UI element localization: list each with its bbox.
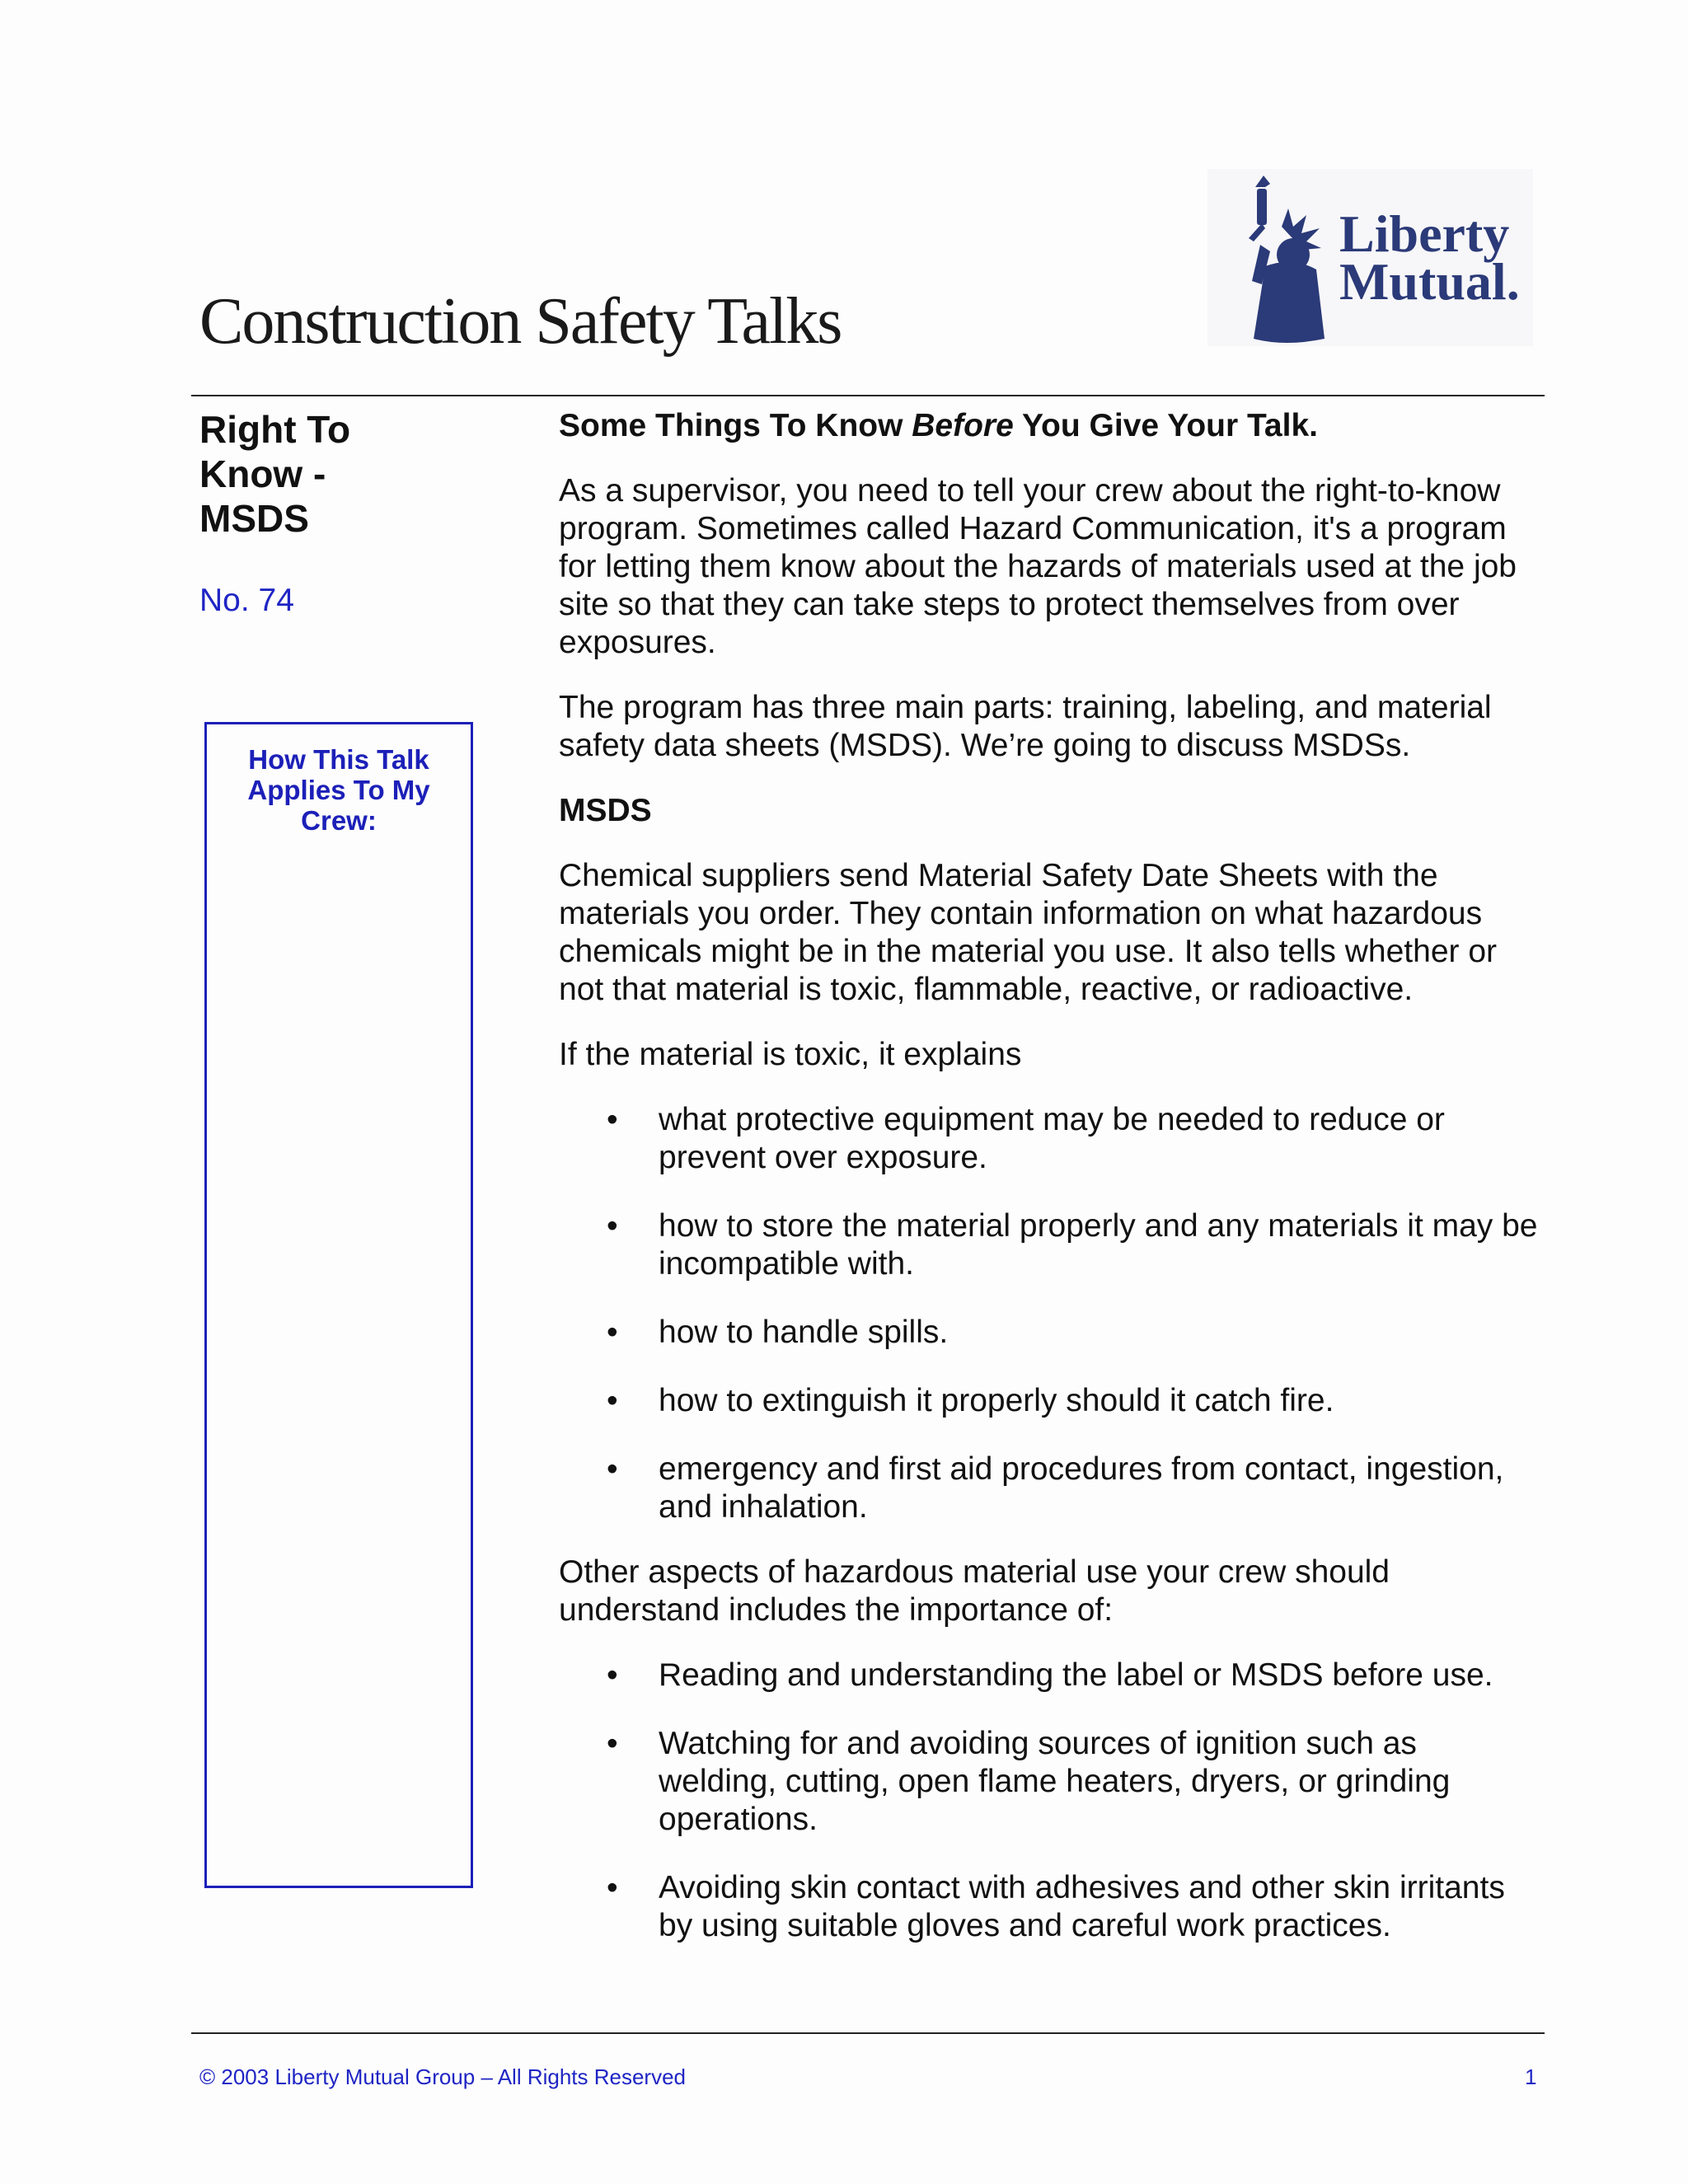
list-item: • how to store the material properly and any materials it may be incompatible with. [559,1207,1540,1283]
msds-paragraph: Chemical suppliers send Material Safety Date Sheets with the materials you order. They contain information on what hazardous chemicals might be in the material you use. It also tells whether or not that material is toxic, flammable, reactive, or radioactive. [559,858,1498,1007]
section-heading [559,407,1540,445]
talk-number: No. 74 [199,583,294,618]
list-item: • Watching for and avoiding sources of ignition such as welding, cutting, open flame heaters, dryers, or grinding operations. [559,1725,1540,1839]
list-item: • what protective equipment may be needed to reduce or prevent over exposure. [559,1101,1540,1177]
other-aspects-list [559,1657,1540,1945]
crew-notes-label: How This Talk Applies To My Crew: [247,744,430,836]
msds-heading: MSDS [559,793,652,828]
talk-title: Right To Know - MSDS [199,408,351,540]
document-title: Construction Safety Talks [199,285,842,358]
heading-part-2: You Give Your Talk. [1013,408,1318,443]
program-parts-paragraph: The program has three main parts: training, labeling, and material safety data sheets (MSDS). We’re going to discuss MSDSs. [559,690,1492,763]
heading-part-1: Some Things To Know [559,408,912,443]
list-item: • emergency and first aid procedures from contact, ingestion, and inhalation. [559,1451,1540,1526]
logo-text-liberty: Liberty [1339,204,1510,263]
copyright-notice: © 2003 Liberty Mutual Group – All Rights Reserved [199,2064,687,2089]
talk-content [559,407,1540,1972]
footer-divider [191,2032,1545,2034]
list-item: • how to extinguish it properly should it catch fire. [559,1382,1540,1420]
toxic-list [559,1101,1540,1526]
list-item: • Reading and understanding the label or MSDS before use. [559,1657,1540,1694]
intro-paragraph: As a supervisor, you need to tell your crew about the right-to-know program. Sometimes called Hazard Communication, it's a program for letting them know about the hazards of materials used at the job site so that they can take steps to protect themselves from over exposures. [559,473,1517,660]
header-divider [191,395,1545,396]
toxic-intro: If the material is toxic, it explains [559,1037,1022,1072]
list-item: • how to handle spills. [559,1314,1540,1352]
logo-text-mutual: Mutual. [1339,252,1520,311]
list-item: • Avoiding skin contact with adhesives and other skin irritants by using suitable gloves and careful work practices. [559,1869,1540,1945]
crew-notes-box [204,722,473,1888]
liberty-mutual-logo [1207,169,1533,346]
heading-emphasis: Before [912,408,1014,443]
page-number: 1 [1525,2064,1537,2089]
other-aspects-intro: Other aspects of hazardous material use your crew should understand includes the importance of: [559,1554,1390,1628]
